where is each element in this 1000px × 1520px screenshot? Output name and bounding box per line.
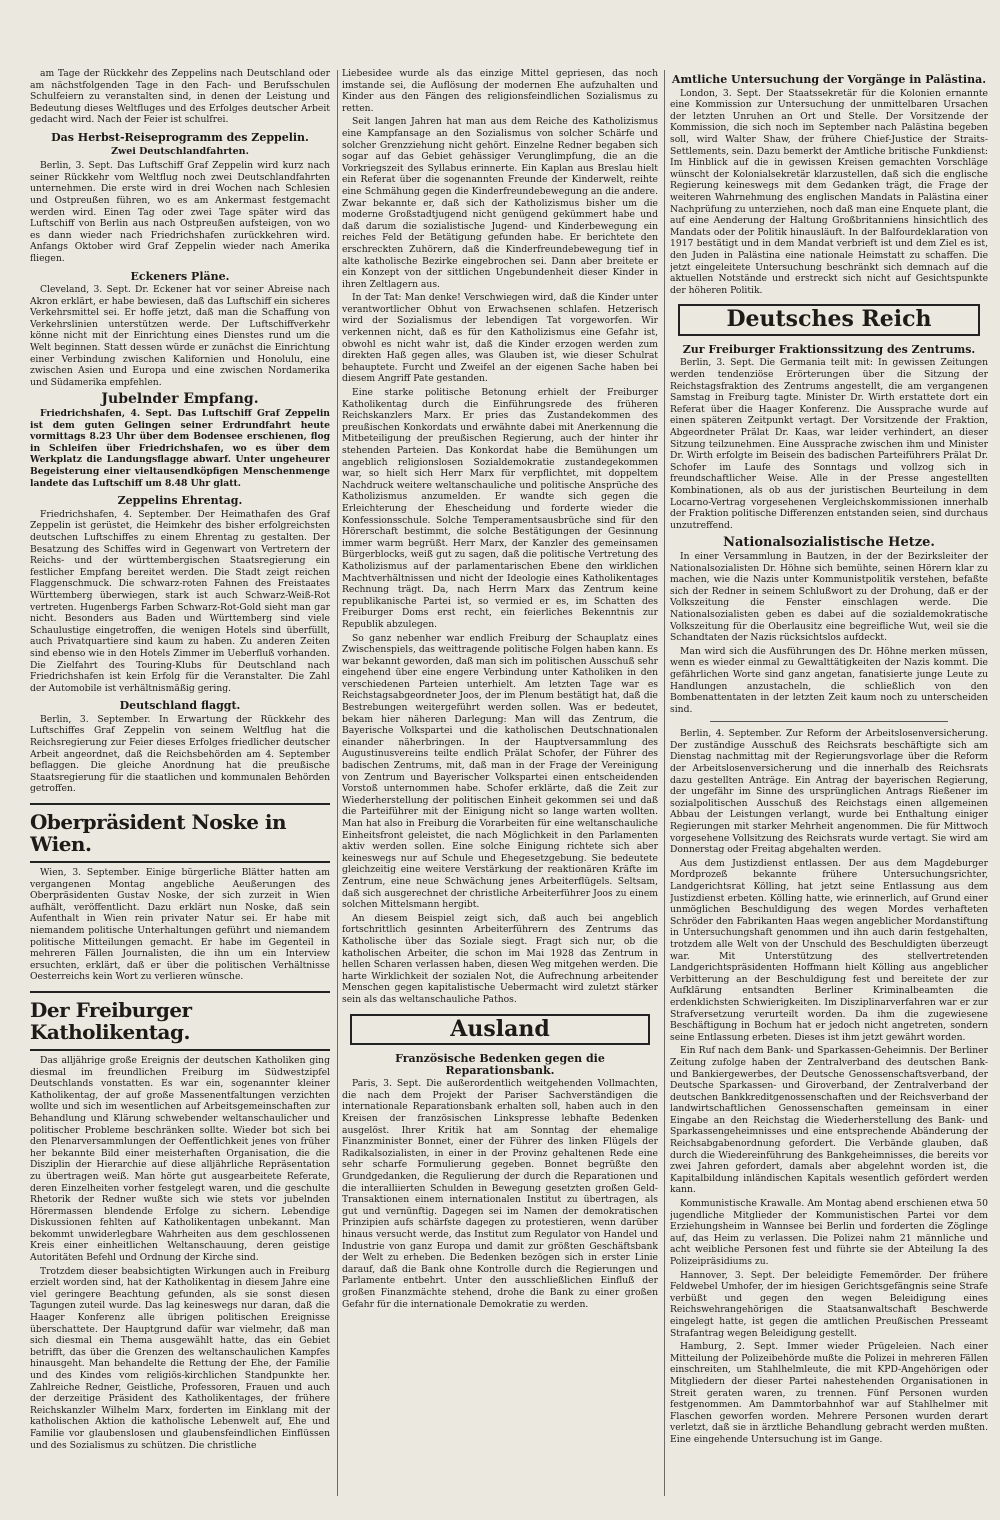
article-text: So ganz nebenher war endlich Freiburg der Schauplatz eines Zwischenspiels, das weittragende politische Folgen haben kann. Es war bekannt geworden, daß man sich im politischen Ausschuß sehr eingehend über eine engere Verbindung unter Katholiken in den verschiedenen Parteien unterhielt. Am letzten Tage war es Reichstagsabgeordneter Joos, der im Plenum bestätigt hat, daß die Bestrebungen weitergeführt werden sollen. Was er bedeutet, bekam hier näheren Darlegung: Man will das Zentrum, die Bayerische Volkspartei und die katholischen Deutschnationalen einander näherbringen. In der Hauptversammlung des Augustinusvereins teilte endlich Prälat Schofer, der Führer des badischen Zentrums, mit, daß man in der Frage der Vereinigung von Zentrum und Bayerischer Volkspartei einen entscheidenden Vorstoß unternommen habe. Schofer erklärte, daß die Zeit zur Wiederherstellung der politischen Einheit gekommen sei und daß die Parteiführer mit der Einigung nicht so lange warten wollten. Man hat also in Freiburg die Vorarbeiten für eine weltanschauliche Einheitsfront geleistet, die nach Möglichkeit in den Parlamenten aktiv werden sollen. Eine solche Einigung richtete sich aber keineswegs nur auf Schule und Ehegesetzgebung. Sie bedeutete gleichzeitig eine weitere Verstärkung der reaktionären Kräfte im Zentrum, eine neue Schwächung jenes Arbeiterflügels. Seltsam, daß sich ausgerechnet der christliche Arbeiterführer Joos zu einem solchen Mittelsmann hergibt. — [342, 632, 658, 911]
article-text: Trotzdem dieser beabsichtigten Wirkungen auch in Freiburg erzielt worden sind, hat der Katholikentag in diesem Jahre eine viel geringere Beachtung gefunden, als sie sonst diesen Tagungen zuteil wurde. Das lag keineswegs nur daran, daß die Haager Konferenz alle übrigen politischen Ereignisse überschattete. Der Hauptgrund dafür war vielmehr, daß man sich diesmal ein Thema ausgewählt hatte, das ein Gebiet betrifft, das über die Grenzen des weltanschaulichen Kampfes hinausgeht. Man behandelte die Rettung der Ehe, der Familie und des Kindes vom religiös-kirchlichen Standpunkte her. Zahlreiche Redner, Geistliche, Professoren, Frauen und auch der derzeitige Präsident des Katholikentages, der frühere Reichskanzler Wilhelm Marx, forderten im Einklang mit der katholischen Aktion die katholische Lebenwelt auf, Ehe und Familie vor glaubenslosen und glaubensfeindlichen Einflüssen und des Sozialismus zu schützen. Die christliche — [30, 1265, 330, 1451]
subheading-herbst: Zwei Deutschlandfahrten. — [111, 145, 249, 157]
headline-noske: Oberpräsident Noske in Wien. — [30, 803, 330, 863]
article-text: London, 3. Sept. Der Staatssekretär für die Kolonien ernannte eine Kommission zur Untersuchung der unmittelbaren Ursachen der letzten Unruhen an Ort und Stelle. Der Vorsitzende der Kommission, die sich noch im September nach Palästina begeben soll, wird Walter Shaw, der frühere Chief-Justice der Straits-Settlements, sein. Dazu bemerkt der Amtliche britische Funkdienst: Im Hinblick auf die in gewissen Kreisen gemachten Vorschläge wünscht der Kolonialsekretär klarzustellen, daß sich die englische Regierung keineswegs mit dem Gedanken trägt, die Frage der weiteren Wahrnehmung des englischen Mandats in Palästina einer Nachprüfung zu unterziehen, noch daß man eine Enquete plant, die auf eine Aenderung der Haltung Großbritanniens hinsichtlich des Mandats oder der Politik hinausläuft. In der Balfourdeklaration von 1917 bestätigt und in dem Mandat verbrieft ist und dem Ziel es ist, den Juden in Palästina eine nationale Heimstatt zu schaffen. Die jetzt eingeleitete Untersuchung beschränkt sich demnach auf die aktuellen Notstände und erstreckt sich nicht auf Gesichtspunkte der höheren Politik. — [670, 87, 988, 296]
intro-text: am Tage der Rückkehr des Zeppelins nach Deutschland oder am nächstfolgenden Tage in den Fach- und Berufsschulen Schulfeiern zu veranstalten sind, in denen der Leistung und Bedeutung dieses Weltfluges und des Erfolges deutscher Arbeit gedacht wird. Nach der Feier ist schulfrei. — [30, 68, 330, 126]
article-text: Ein Ruf nach dem Bank- und Sparkassen-Geheimnis. Der Berliner Zeitung zufolge haben der Zentralverband des deutschen Bank- und Bankiergewerbes, der Deutsche Genossenschaftsverband, der Deutsche Sparkassen- und Giroverband, der Zentralverband der deutschen Bankkreditgenossenschaften und der Reichsverband der landwirtschaftlichen Genossenschaften gemeinsam in einer Eingabe an den Reichstag die Wiederherstellung des Bank- und Sparkassengeheimnisses und eine entsprechende Abänderung der Reichsabgabenordnung gefordert. Die Verbände glauben, daß durch die Wiedereinführung des Bankgeheimnisses, die bereits vor zwei Jahren gefordert, damals aber abgelehnt worden ist, die Kapitalbildung inländischen Kapitals wesentlich gefördert werden kann. — [670, 1045, 988, 1196]
heading-reparationsbank: Französische Bedenken gegen die Reparationsbank. — [395, 1052, 605, 1077]
article-text: Friedrichshafen, 4. September. Der Heimathafen des Graf Zeppelin ist gerüstet, die Heimkehr des bisher erfolgreichsten deutschen Luftschiffes zu einem Ehrentag zu gestalten. Der Besatzung des Schiffes wird in Gegenwart von Vertretern der Reichs- und der württembergischen Staatsregierung ein festlicher Empfang bereitet werden. Die Stadt zeigt reichen Flaggenschmuck. Die schwarz-roten Fahnen des Freistaates Württemberg überwiegen, stark ist auch Schwarz-Weiß-Rot vertreten. Hugenbergs Farben Schwarz-Rot-Gold sieht man gar nicht. Besonders aus Baden und Württemberg sind viele Schaulustige eingetroffen, die wenigen Hotels sind überfüllt, auch Privatquartiere sind kaum zu haben. Zu anderen Zeiten sind ebenso wie in den Hotels Zimmer im Ueberfluß vorhanden. Die Zielfahrt des Touring-Klubs für Deutschland nach Friedrichshafen ist kein Erfolg für die Veranstalter. Die Zahl der Automobile ist verhältnismäßig gering. — [30, 508, 330, 694]
heading-palaestina: Amtliche Untersuchung der Vorgänge in Palästina. — [671, 73, 987, 86]
article-text: Das alljährige große Ereignis der deutschen Katholiken ging diesmal im freundlichen Freiburg im Südwestzipfel Deutschlands vonstatten. Es war ein, sogenannter kleiner Katholikentag, der auf große Massenentfaltungen verzichten wollte und sich im wesentlichen auf Arbeitsgemeinschaften zur Behandlung und Klärung schwebender weltanschaulicher und politischer Probleme beschränken sollte. Wieder bot sich bei den Plenarversammlungen der Oeffentlichkeit jenes von früher her bekannte Bild einer meisterhaften Organisation, die die Disziplin der Hierarchie auf diese alljährliche Repräsentation zu übertragen weiß. Man hörte gut ausgearbeitete Referate, deren Einzelheiten vorher festgelegt waren, und die geschulte Rhetorik der Redner wußte sich wie stets vor jubelnden Hörermassen blendende Erfolge zu sichern. Lebendige Diskussionen fehlten auf Katholikentagen unbekannt. Man bekommt unwiderlegbare Wahrheiten aus dem geschlossenen Kreis einer einheitlichen Weltanschauung, deren geistige Autoritäten Befehl und Ordnung der Kirche sind. — [30, 1054, 330, 1264]
section-deutsches-reich: Deutsches Reich — [678, 304, 980, 336]
article-text: Paris, 3. Sept. Die außerordentlich weitgehenden Vollmachten, die nach dem Projekt der Pariser Sachverständigen die internationale Reparationsbank erhalten soll, haben auch in den Kreisen der französischen Linkspresse lebhafte Bedenken ausgelöst. Ihrer Kritik hat am Sonntag der ehemalige Finanzminister Bonnet, einer der Führer des linken Flügels der Radikalsozialisten, in einer in der Provinz gehaltenen Rede eine sehr scharfe Formulierung gegeben. Bonnet begrüßte den Grundgedanken, die Regulierung der durch die Reparationen und die interalliierten Schulden in Bewegung gesetzten großen Geld-Transaktionen einem internationalen Institut zu übertragen, als gut und vernünftig. Dagegen sei im Namen der demokratischen Prinzipien aufs schärfste dagegen zu protestieren, wenn darüber hinaus versucht werde, das Institut zum Regulator von Handel und Industrie von ganz Europa und damit zur größten Geschäftsbank der Welt zu erheben. Die Bedenken bezögen sich in erster Linie darauf, daß die Bank ohne Kontrolle durch die Regierungen und Parlamente entbehrt. Unter den ausschließlichen Einfluß der großen Finanzmächte stehend, drohe die Bank zu einer großen Gefahr für die internationale Demokratie zu werden. — [342, 1078, 658, 1310]
heading-jubel: Jubelnder Empfang. — [101, 391, 259, 408]
article-text: An diesem Beispiel zeigt sich, daß auch bei angeblich fortschrittlich gesinnten Arbeiterführern des Zentrums das Katholische über das Soziale siegt. Fragt sich nur, ob die katholischen Arbeiter, die schon im Mai 1928 das Zentrum in hellen Scharen verlassen haben, diesen Weg mitgehen werden. Die harte Wirklichkeit der sozialen Not, die Aufrechnung arbeitender Menschen gegen kapitalistische Uebermacht wird zuletzt stärker sein als das weltanschauliche Pathos. — [342, 912, 658, 1005]
column-rule — [337, 70, 338, 1496]
heading-herbst: Das Herbst-Reiseprogramm des Zeppelin. — [51, 130, 309, 144]
article-text: Liebesidee wurde als das einzige Mittel gepriesen, das noch imstande sei, die Auflösung der modernen Ehe aufzuhalten und Kinder aus den Fängen des religionsfeindlichen Sozialismus zu retten. — [342, 68, 658, 114]
heading-fraktion: Zur Freiburger Fraktionssitzung des Zentrums. — [682, 342, 976, 356]
article-text: Kommunistische Krawalle. Am Montag abend erschienen etwa 50 jugendliche Mitglieder der Kommunistischen Partei vor dem Erziehungsheim in Wannsee bei Berlin und forderten die Zöglinge auf, das Heim zu verlassen. Die Polizei nahm 21 männliche und acht weibliche Personen fest und führte sie der Abteilung Ia des Polizeipräsidiums zu. — [670, 1198, 988, 1267]
article-text: Wien, 3. September. Einige bürgerliche Blätter hatten am vergangenen Montag angebliche Aeußerungen des Oberpräsidenten Gustav Noske, der sich zurzeit in Wien aufhält, veröffentlicht. Dazu erklärt nun Noske, daß sein Aufenthalt in Wien rein privater Natur sei. Er habe mit niemandem politische Unterhaltungen geführt und niemandem politische Mitteilungen gemacht. Er habe im Gegenteil in mehreren Fällen Journalisten, die ihn um ein Interview ersuchten, erklärt, daß er über die politischen Verhältnisse Oesterreichs kein Wort zu verlieren wünsche. — [30, 867, 330, 983]
column-3 — [670, 68, 988, 1500]
heading-eckener: Eckeners Pläne. — [130, 269, 230, 283]
article-text: Man wird sich die Ausführungen des Dr. Höhne merken müssen, wenn es wieder einmal zu Gewalttätigkeiten der Nazis kommt. Die gefährlichen Worte sind ganz angetan, fanatisierte junge Leute zu Handlungen anzustacheln, die schließlich von den Bombenattentaten in der letzten Zeit kaum noch zu unterscheiden sind. — [670, 645, 988, 715]
article-text: Berlin, 3. Sept. Die Germania teilt mit: In gewissen Zeitungen werden tendenziöse Erörterungen über die Sitzung der Reichstagsfraktion des Zentrums angestellt, die am vergangenen Samstag in Freiburg tagte. Minister Dr. Wirth erstattete dort ein Referat über die Haager Konferenz. Die Aussprache wurde auf einen späteren Zeitpunkt vertagt. Der Vorsitzende der Fraktion, Abgeordneter Prälat Dr. Kaas, war leider verhindert, an dieser Sitzung teilzunehmen. Eine Aussprache zwischen ihm und Minister Dr. Wirth erfolgte im Beisein des badischen Parteiführers Prälat Dr. Schofer im Laufe des Sonntags und vollzog sich in freundschaftlicher Weise. Alle in der Presse angestellten Kombinationen, als ob aus der juristischen Beurteilung in dem Locarno-Vertrag vorgesehenen Vergleichskommissionen innerhalb der Fraktion politische Differenzen entstanden seien, sind durchaus unzutreffend. — [670, 357, 988, 531]
headline-freiburg: Der Freiburger Katholikentag. — [30, 991, 330, 1051]
article-text: In einer Versammlung in Bautzen, in der der Bezirksleiter der Nationalsozialisten Dr. Höhne sich bemühte, seinen Hörern klar zu machen, wie die Nazis unter Kommunistpolitik verstehen, befaßte sich der Redner in seinem Schlußwort zu der Drohung, daß er der Volkszeitung die Fenster einschlagen werde. Die Nationalsozialisten geben es dabei auf die sozialdemokratische Volkszeitung für die Oberlausitz eine begreifliche Wut, weil sie die Schandtaten der Nazis rücksichtslos aufdeckt. — [670, 550, 988, 644]
article-text: Friedrichshafen, 4. Sept. Das Luftschiff Graf Zeppelin ist dem guten Gelingen seiner Erdrundfahrt heute vormittags 8.23 Uhr über dem Bodensee erschienen, flog in Schleifen über Friedrichshafen, wo es über dem Werkplatz die Landungsflagge abwarf. Unter ungeheurer Begeisterung einer vieltausendköpfigen Menschenmenge landete das Luftschiff um 8.48 Uhr glatt. — [30, 408, 330, 489]
article-text: Seit langen Jahren hat man aus dem Reiche des Katholizismus eine Kampfansage an den Sozialismus von solcher Schärfe und solcher Grenzziehung nicht gehört. Einzelne Redner begaben sich sogar auf das Gebiet gehässiger Verunglimpfung, die an die Vorkriegszeit des Syllabus erinnerte. Ein Kaplan aus Breslau hielt ein Referat über die sogenannten Freunde der Kinderwelt, reihte eine Schmähung gegen die Kinderfreundebewegung an die andere. Zwar bekannte er, daß sich der Katholizismus bisher um die moderne Großstadtjugend nicht genügend gekümmert habe und daß darum die sozialistische Jugend- und Kinderbewegung ein reiches Feld der Betätigung gefunden habe. Er berichtete den erschreckten Zuhörern, daß die Kinderfreundebewegung tief in alte katholische Bezirke eingebrochen sei. Dann aber breitete er ein Konzept von der sittlichen Ungebundenheit dieser Kinder in ihren Zeltlagern aus. — [342, 116, 658, 290]
article-text: Berlin, 3. Sept. Das Luftschiff Graf Zeppelin wird kurz nach seiner Rückkehr vom Weltflug noch zwei Deutschlandfahrten unternehmen. Die erste wird in drei Wochen nach Schlesien und Ostpreußen führen, wo es am Ankermast festgemacht werden wird. Einen Tag oder zwei Tage später wird das Luftschiff von Berlin aus nach Ostpreußen aufsteigen, von wo es dann wieder nach Friedrichshafen zurückkehren wird. Anfangs Oktober wird Graf Zeppelin wieder nach Amerika fliegen. — [30, 160, 330, 264]
article-text: Berlin, 4. September. Zur Reform der Arbeitslosenversicherung. Der zuständige Ausschuß des Reichsrats beschäftigte sich am Dienstag nachmittag mit der Regierungsvorlage über die Reform der Arbeitslosenversicherung und die innerhalb des Reichsrats dazu gestellten Anträge. Ein Antrag der bayerischen Regierung, der ungefähr im Sinne des ursprünglichen Antrags Rießener im sozialpolitischen Ausschuß des Reichstags einen allgemeinen Abbau der Leistungen verlangt, wurde bei Enthaltung einiger Regierungen mit starker Mehrheit angenommen. Die für Mittwoch vorgesehene Vollsitzung des Reichsrats wurde vertagt. Sie wird am Donnerstag oder Freitag abgehalten werden. — [670, 728, 988, 856]
article-text: Cleveland, 3. Sept. Dr. Eckener hat vor seiner Abreise nach Akron erklärt, er habe bewiesen, daß das Luftschiff ein sicheres Verkehrsmittel sei. Er hoffe jetzt, daß man die Schaffung von Verkehrslinien unterstützen werde. Der Luftschiffverkehr könne nicht mit der Einrichtung eines Dienstes rund um die Welt beginnen. Statt dessen würde er zunächst die Einrichtung einer Verbindung zwischen Kalifornien und Honolulu, eine zwischen Asien und Europa und eine zwischen Nordamerika und Südamerika empfehlen. — [30, 284, 330, 388]
article-text: Hamburg, 2. Sept. Immer wieder Prügeleien. Nach einer Mitteilung der Polizeibehörde mußte die Polizei in mehreren Fällen einschreiten, um Stahlhelmleute, die mit KPD-Angehörigen oder Mitgliedern der dieser Partei nahestehenden Organisationen in Streit geraten waren, zu trennen. Fünf Personen wurden festgenommen. Am Dammtorbahnhof war auf Stahlhelmer mit Flaschen geworfen worden. Mehrere Personen wurden derart verletzt, daß sie in ärztliche Behandlung gebracht werden mußten. Eine eingehende Untersuchung ist im Gange. — [670, 1341, 988, 1445]
column-1 — [30, 68, 330, 1500]
heading-nazi: Nationalsozialistische Hetze. — [723, 535, 935, 551]
heading-ehrentag: Zeppelins Ehrentag. — [117, 494, 243, 508]
column-rule — [664, 70, 665, 1496]
article-text: Aus dem Justizdienst entlassen. Der aus dem Magdeburger Mordprozeß bekannte frühere Untersuchungsrichter, Landgerichtsrat Kölling, hat jetzt seine Entlassung aus dem Justizdienst erbeten. Kölling hatte, wie erinnerlich, auf Grund einer unmöglichen Beschuldigung des wegen Mordes verhafteten Schröder den Fabrikanten Haas wegen angeblicher Mordanstiftung in Untersuchungshaft genommen und ihn auch darin festgehalten, trotzdem alle Welt von der Unschuld des Beschuldigten überzeugt war. Mit Unterstützung des stellvertretenden Landgerichtspräsidenten Hoffmann hielt Kölling aus angeblicher Verbitterung an der Beschuldigung fest und bereitete der zur Aufklärung entsandten Berliner Kriminalbeamten die erdenklichsten Schwierigkeiten. Im Disziplinarverfahren war er zur Strafversetzung verurteilt worden. Da ihm die zugewiesene Beschäftigung in Bochum hat er jedoch nicht angetreten, sondern seine Entlassung erbeten. Dieses ist ihm jetzt gewährt worden. — [670, 857, 988, 1043]
divider — [710, 721, 948, 722]
article-text: Hannover, 3. Sept. Der beleidigte Fememörder. Der frühere Feldwebel Umhofer, der im hiesigen Gerichtsgefängnis seine Strafe verbüßt und gegen den wegen Beleidigung eines Reichswehrangehörigen die Staatsanwaltschaft Beschwerde eingelegt hatte, ist gegen die amtlichen Preußischen Presseamt Strafantrag wegen Beleidigung gestellt. — [670, 1269, 988, 1339]
section-ausland: Ausland — [350, 1014, 650, 1046]
column-2 — [342, 68, 658, 1500]
article-text: Eine starke politische Betonung erhielt der Freiburger Katholikentag durch die Einführungsrede des früheren Reichskanzlers Marx. Er pries das Zustandekommen des preußischen Konkordats und erwähnte dabei mit Anerkennung die Mitbeteiligung der preußischen Regierung, auch der hinter ihr stehenden Parteien. Das Konkordat habe die Bemühungen um angeblich religionslosen Sozialdemokratie zustandegekommen war, so hielt sich Herr Marx für verpflichtet, mit doppeltem Nachdruck weitere weltanschauliche und politische Ansprüche des Katholizismus anzumelden. Er wandte sich gegen die Erleichterung der Ehescheidung und forderte wieder die Konfessionsschule. Solche Temperamentsausbrüche sind für den Hörerschaft bestimmt, die solche Bestätigungen der Gesinnung immer warm begrüßt. Herr Marx, der Kanzler des gemeinsamen Bürgerblocks, weiß gut zu sagen, daß die politische Vertretung des Katholizismus auf der parlamentarischen Ebene den wirklichen Machtverhältnissen und nicht der Ideologie eines Katholikentages Rechnung trägt. Da, nach Herrn Marx das Zentrum keine republikanische Partei ist, so vermied er es, im Schatten des Freiburger Doms erst recht, ein feierliches Bekenntnis zur Republik abzulegen. — [342, 387, 658, 630]
heading-flaggt: Deutschland flaggt. — [119, 699, 241, 713]
article-text: Berlin, 3. September. In Erwartung der Rückkehr des Luftschiffes Graf Zeppelin von seinem Weltflug hat die Reichsregierung zur Feier dieses Erfolges friedlicher deutscher Arbeit angeordnet, daß die Reichsbehörden am 4. September beflaggen. Die gleiche Anordnung hat die preußische Staatsregierung für die staatlichen und kommunalen Behörden getroffen. — [30, 713, 330, 795]
article-text: In der Tat: Man denke! Verschwiegen wird, daß die Kinder unter verantwortlicher Obhut von Erwachsenen schlafen. Hetzerisch wird der Sozialismus der lebendigen Tat vorgeworfen. Wir verkennen nicht, daß es für den Katholizismus eine Gefahr ist, obwohl es nicht wahr ist, daß die Kinder erzogen werden zum direkten Haß gegen alles, was Glauben ist, wie dieser Schulrat behauptete. Furcht und Zweifel an der eigenen Sache haben bei diesem Angriff Pate gestanden. — [342, 292, 658, 385]
